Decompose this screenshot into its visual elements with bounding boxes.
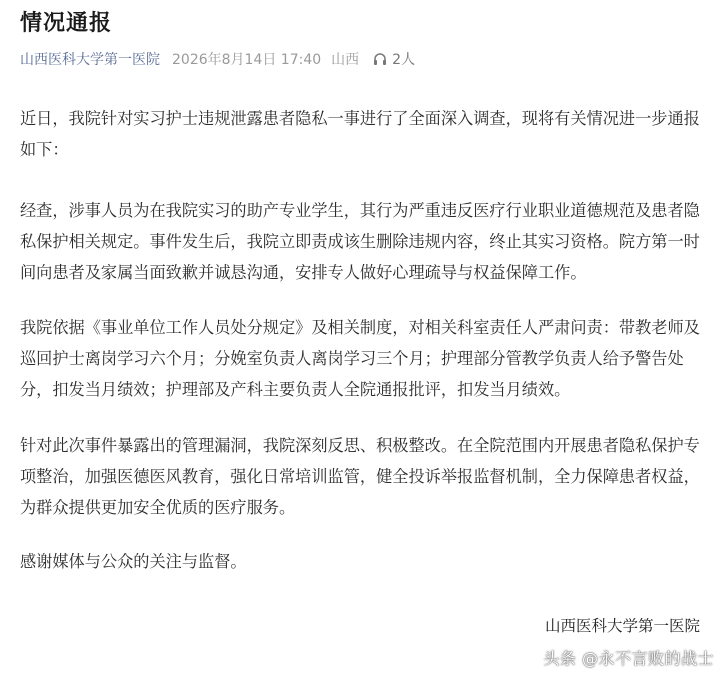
headphones-icon xyxy=(373,52,387,66)
signature: 山西医科大学第一医院 xyxy=(544,617,700,635)
publish-location: 山西 xyxy=(331,52,360,68)
article-meta xyxy=(20,49,415,69)
watermark: 头条 @永不言败的战士 xyxy=(543,649,714,668)
account-name-link[interactable]: 山西医科大学第一医院 xyxy=(20,52,160,68)
article-title: 情况通报 xyxy=(20,11,113,36)
publish-time: 2026年8月14日 17:40 xyxy=(172,52,322,68)
paragraph-investigation: 经查，涉事人员为在我院实习的助产专业学生，其行为严重违反医疗行业职业道德规范及患者隐私保护相关规定。事件发生后，我院立即责成该生删除违规内容，终止其实习资格。院方第一时间向患者及家属当面致歉并诚恳沟通，安排专人做好心理疏导与权益保障工作。 xyxy=(20,201,700,282)
paragraph-rectification: 针对此次事件暴露出的管理漏洞，我院深刻反思、积极整改。在全院范围内开展患者隐私保护专项整治，加强医德医风教育，强化日常培训监管，健全投诉举报监督机制，全力保障患者权益，为群众提供更加安全优质的医疗服务。 xyxy=(20,436,700,517)
paragraph-intro: 近日，我院针对实习护士违规泄露患者隐私一事进行了全面深入调查，现将有关情况进一步通报如下： xyxy=(20,109,700,159)
listen-button[interactable] xyxy=(373,49,415,69)
listener-count: 2人 xyxy=(392,52,416,68)
paragraph-thanks: 感谢媒体与公众的关注与监督。 xyxy=(20,552,247,571)
paragraph-accountability: 我院依据《事业单位工作人员处分规定》及相关制度，对相关科室责任人严肃问责：带教老师及巡回护士离岗学习六个月；分娩室负责人离岗学习三个月；护理部分管教学负责人给予警告处分，扣发当月绩效；护理部及产科主要负责人全院通报批评，扣发当月绩效。 xyxy=(20,318,700,399)
